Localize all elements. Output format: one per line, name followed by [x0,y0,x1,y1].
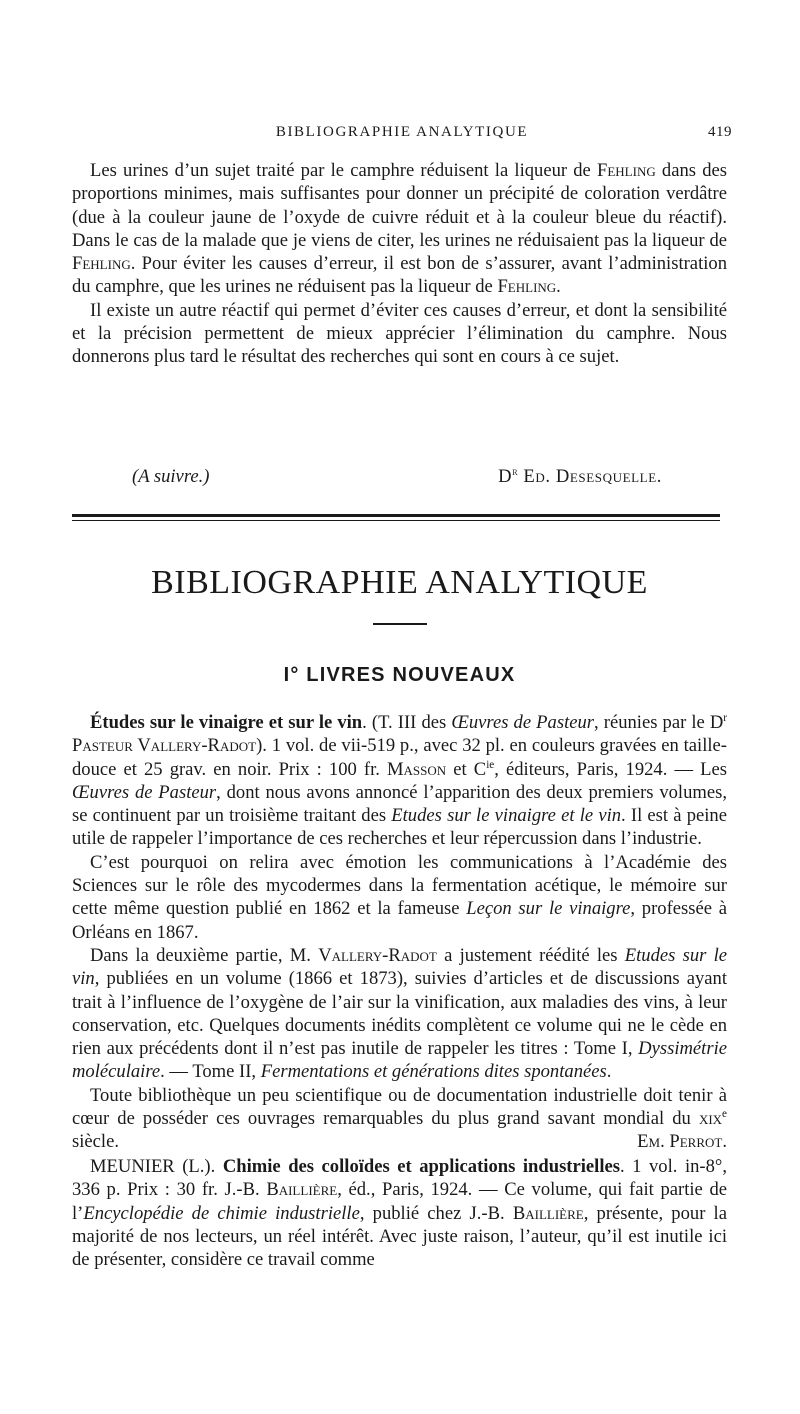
work-title: Œuvres de Pasteur [451,712,595,733]
sup: ie [486,758,495,771]
section-divider-thin [72,520,720,521]
text: , réunies par le D [594,712,724,733]
text: , éditeurs, Paris, 1924. — Les [494,758,728,780]
work-title: Œuvres de Pasteur [72,781,217,803]
work-title: Fermentations et générations dites spontanées [260,1061,607,1083]
text: . [556,276,561,298]
paragraph [72,944,727,1084]
sig-prefix: D [498,466,513,487]
sup: e [722,1107,727,1120]
text: . [606,1061,612,1083]
author-signature [498,466,662,488]
title-underline [373,623,427,625]
entry-pasteur [72,711,727,1154]
entry-title: Études sur le vinaigre et sur le vin [90,712,363,733]
entry-paragraph [72,1155,727,1271]
text: . — Tome II, [160,1061,261,1083]
text: , publié chez J.-B. [359,1202,513,1224]
work-title: Etudes sur le vinaigre et le vin [391,805,622,827]
work-title: Dyssimétrie moléculaire [72,1038,727,1083]
text: Les urines d’un sujet traité par le camphre réduisent la liqueur de [90,160,598,181]
text: , éd., Paris, 1924. — Ce volume, qui fait partie de l’ [72,1179,727,1224]
name-fehling: Fehling [597,160,656,181]
article-end [72,159,727,369]
entry-title: Chimie des colloïdes et applications industrielles [222,1156,620,1177]
text: , publiées en un volume (1866 et 1873), suivies d’articles et de discussions ayant trait à l’influence de l’oxygène de l’air sur la vinification, aux maladies des vins, à leur conservation, etc. Quelques documents inédits complètent ce volume qui ne le cède en rien aux précédents dont il n’est pas inutile de rappeler les titres : Tome I, [72,968,727,1060]
text: Toute bibliothèque un peu scientifique ou de documentation industrielle doit tenir à cœur de posséder ces ouvrages remarquables du plus grand savant mondial du [72,1084,727,1130]
review-signature: Em. Perrot. [637,1131,727,1153]
text: siècle. [72,1131,119,1153]
text: . 1 vol. in-8°, 336 p. Prix : 30 fr. J.-B. [72,1156,727,1201]
name-publisher: Baillière [512,1202,584,1224]
paragraph-reactif: Il existe un autre réactif qui permet d’éviter ces causes d’erreur, et dont la sensibilité et la précision permettent de mieux apprécier l’élimination du camphre. Nous donnerons plus tard le résultat des recherches qui sont en cours à ce sujet. [72,299,727,368]
name-fehling: Fehling [72,253,131,275]
paragraph-urines [72,159,727,299]
text: C’est pourquoi on relira avec émotion les communications à l’Académie des Sciences sur le rôle des mycodermes dans la fermentation acétique, le mémoire sur cette même question publié en 1862 et la fameuse [72,851,727,920]
paragraph [72,1084,727,1154]
century: xix [698,1108,723,1130]
subsection-title: I° LIVRES NOUVEAUX [283,664,516,686]
name-fehling: Fehling [497,276,557,298]
text: . Pour éviter les causes d’erreur, il est bon de s’assurer, avant l’administration du camphre, que les urines ne réduisent pas la liqueur de [72,253,727,298]
section-divider-thick [72,514,720,517]
text: . Il est à peine utile de rappeler l’importance de ces recherches et leur répercussion dans l’industrie. [72,805,727,850]
page-number: 419 [708,124,732,140]
sup: r [723,711,728,724]
running-head [72,124,732,144]
text: , présente, pour la majorité de nos lecteurs, un réel intérêt. Avec juste raison, l’auteur, qu’il est inutile ici de présenter, considère ce travail comme [72,1202,727,1271]
work-title: Etudes sur le vin [72,944,728,990]
entry-meunier [72,1155,727,1271]
entry-paragraph [72,711,727,851]
name-editor: Vallery-Radot [318,944,437,966]
text: a justement réédité les [436,944,625,966]
entry-author: MEUNIER (L.). [90,1156,223,1177]
sig-sup: r [512,465,519,478]
text: . (T. III des [362,712,452,733]
sig-name: Ed. Desesquelle. [518,466,662,487]
text: et C [446,758,487,780]
text: , dont nous avons annoncé l’apparition des deux premiers volumes, se continuent par un troisième traitant des [72,781,727,827]
paragraph [72,851,727,944]
a-suivre-note: (A suivre.) [132,466,210,487]
text: Dans la deuxième partie, M. [90,944,319,966]
work-title: Encyclopédie de chimie industrielle [83,1202,360,1224]
running-title: BIBLIOGRAPHIE ANALYTIQUE [275,124,529,140]
name-editor: Pasteur Vallery-Radot [72,735,257,757]
section-title: BIBLIOGRAPHIE ANALYTIQUE [151,564,648,601]
article-signoff [132,466,662,490]
name-publisher: Baillière [266,1179,338,1201]
work-title: Leçon sur le vinaigre [466,898,631,920]
name-publisher: Masson [387,758,447,780]
text: , professée à Orléans en 1867. [72,898,727,943]
text: ). 1 vol. de vii-519 p., avec 32 pl. en couleurs gravées en taille-douce et 25 grav. en noir. Prix : 100 fr. [72,735,727,780]
text: dans des proportions minimes, mais suffisantes pour donner un précipité de coloration verdâtre (due à la couleur jaune de l’oxyde de cuivre réduit et à la couleur bleue du réactif). Dans le cas de la malade que je viens de citer, les urines ne réduisaient pas la liqueur de [72,160,727,251]
